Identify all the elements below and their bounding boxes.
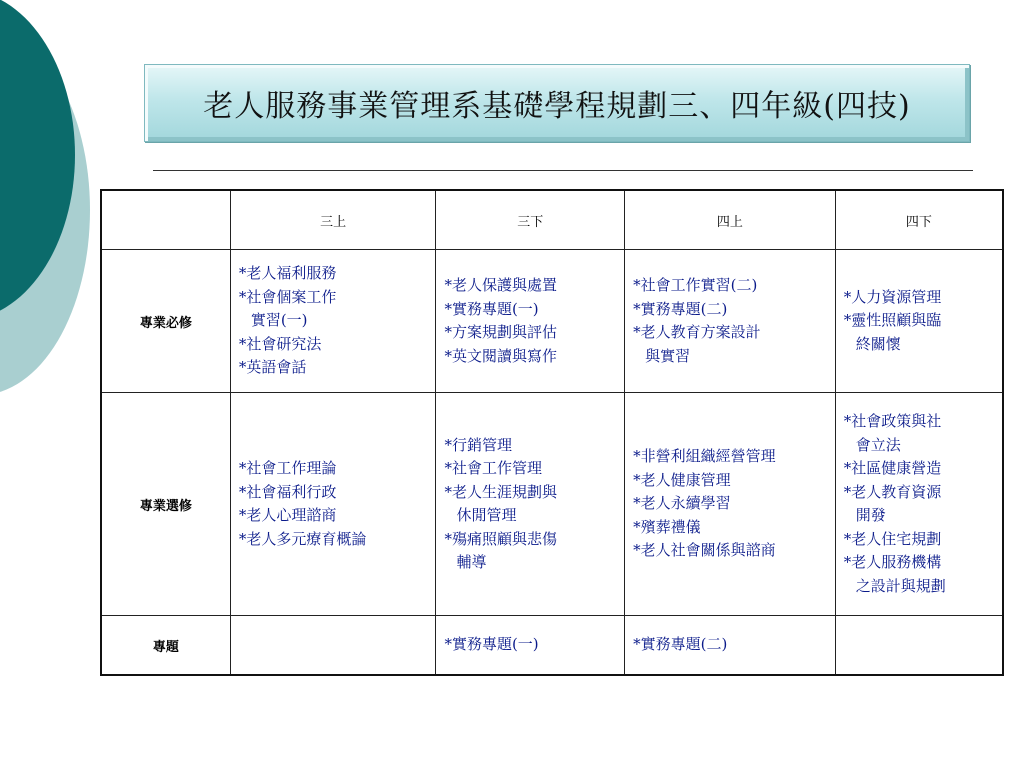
- header-cell: 三上: [230, 190, 436, 250]
- course-name: *殤痛照顧與悲傷: [444, 529, 557, 548]
- course-item: [844, 309, 996, 356]
- course-name-continued: 實習(一): [250, 311, 308, 330]
- course-name: *方案規劃與評估: [444, 323, 557, 341]
- course-item: [444, 345, 618, 369]
- course-name: *老人福利服務: [238, 264, 337, 283]
- course-list: [625, 268, 835, 374]
- course-name: *老人保護與處置: [444, 276, 557, 294]
- course-name: *社會個案工作: [238, 287, 337, 306]
- divider-line: [153, 170, 973, 171]
- course-item: [633, 516, 829, 540]
- course-name-continued: 終關懷: [855, 334, 901, 353]
- course-name: *社區健康營造: [843, 459, 942, 477]
- course-name: *老人教育資源: [843, 482, 942, 501]
- course-item: [844, 410, 996, 457]
- course-item: [633, 321, 829, 368]
- page-title: 老人服務事業管理系基礎學程規劃三、四年級(四技): [203, 89, 911, 124]
- course-name: *英語會話: [238, 358, 307, 377]
- course-item: [633, 492, 829, 516]
- course-list: [436, 428, 624, 581]
- course-item: [633, 445, 829, 469]
- course-name: *社會福利行政: [238, 482, 337, 501]
- course-name: *老人社會關係與諮商: [633, 541, 776, 560]
- course-item: [844, 457, 996, 481]
- header-row: [101, 190, 1003, 250]
- course-name: *社會政策與社: [843, 412, 942, 430]
- course-name: *殯葬禮儀: [633, 517, 701, 536]
- course-list: [625, 439, 835, 569]
- course-item: [844, 481, 996, 528]
- course-name: *靈性照顧與臨: [843, 311, 942, 330]
- course-name: *老人住宅規劃: [843, 529, 942, 548]
- row-label: 專業必修: [101, 250, 230, 393]
- course-name: *老人心理諮商: [238, 506, 337, 524]
- course-item: [633, 298, 829, 322]
- table-row: [101, 250, 1003, 393]
- row-label: 專題: [101, 616, 230, 676]
- course-cell: [835, 393, 1003, 616]
- table-row: [101, 393, 1003, 616]
- course-list: [625, 627, 835, 663]
- course-name: *人力資源管理: [843, 287, 942, 306]
- course-list: [436, 268, 624, 374]
- course-name: *老人多元療育概論: [238, 529, 367, 548]
- course-cell: [436, 393, 625, 616]
- course-item: [444, 457, 618, 481]
- header-cell: 四上: [625, 190, 836, 250]
- course-cell: [835, 616, 1003, 676]
- course-name: *實務專題(二): [633, 299, 728, 318]
- course-list: [436, 627, 624, 663]
- course-name: *非營利組織經營管理: [633, 447, 776, 466]
- course-item: [844, 286, 996, 310]
- course-name: *實務專題(二): [633, 635, 728, 654]
- course-name: *實務專題(一): [444, 635, 539, 654]
- course-name: *老人服務機構: [843, 553, 942, 571]
- header-corner: [101, 190, 230, 250]
- course-item: [239, 356, 430, 380]
- row-label: 專業選修: [101, 393, 230, 616]
- course-list: [231, 256, 436, 386]
- course-cell: [230, 250, 436, 393]
- course-item: [444, 274, 618, 298]
- course-name-continued: 開發: [855, 506, 886, 524]
- course-item: [239, 457, 430, 481]
- course-cell: [436, 250, 625, 393]
- course-name: *實務專題(一): [444, 299, 539, 318]
- title-banner: [144, 64, 970, 142]
- table-row: [101, 616, 1003, 676]
- course-name-continued: 休閒管理: [456, 506, 517, 524]
- course-name: *行銷管理: [444, 435, 512, 454]
- course-name-continued: 之設計與規劃: [855, 576, 946, 595]
- course-name: *社會工作實習(二): [633, 276, 758, 294]
- course-cell: [230, 616, 436, 676]
- course-item: [444, 298, 618, 322]
- course-name: *社會工作管理: [444, 459, 542, 477]
- course-cell: [835, 250, 1003, 393]
- course-name-continued: 輔導: [456, 553, 487, 571]
- course-item: [239, 286, 430, 333]
- course-item: [444, 481, 618, 528]
- course-item: [633, 469, 829, 493]
- course-item: [844, 528, 996, 552]
- course-item: [444, 528, 618, 575]
- course-name: *英文閱讀與寫作: [444, 346, 557, 365]
- course-item: [239, 528, 430, 552]
- course-item: [239, 504, 430, 528]
- course-item: [844, 551, 996, 598]
- header-cell: 三下: [436, 190, 625, 250]
- course-name: *老人永續學習: [633, 494, 731, 513]
- curriculum-table: [100, 189, 1004, 676]
- course-item: [239, 481, 430, 505]
- course-item: [444, 321, 618, 345]
- course-cell: [625, 250, 836, 393]
- course-cell: [230, 393, 436, 616]
- course-item: [444, 434, 618, 458]
- course-item: [444, 633, 618, 657]
- course-item: [633, 539, 829, 563]
- course-name-continued: 與實習: [645, 346, 691, 365]
- course-name: *社會工作理論: [238, 459, 337, 477]
- course-name: *老人教育方案設計: [633, 323, 761, 341]
- header-cell: 四下: [835, 190, 1003, 250]
- course-cell: [436, 616, 625, 676]
- course-list: [836, 404, 1002, 604]
- course-name: *老人健康管理: [633, 470, 731, 489]
- course-name-continued: 會立法: [855, 435, 901, 454]
- course-item: [633, 633, 829, 657]
- course-item: [239, 333, 430, 357]
- course-cell: [625, 393, 836, 616]
- course-name: *社會研究法: [238, 334, 322, 353]
- course-cell: [625, 616, 836, 676]
- course-name: *老人生涯規劃與: [444, 482, 557, 501]
- course-list: [836, 280, 1002, 363]
- course-list: [231, 451, 436, 557]
- course-item: [633, 274, 829, 298]
- course-item: [239, 262, 430, 286]
